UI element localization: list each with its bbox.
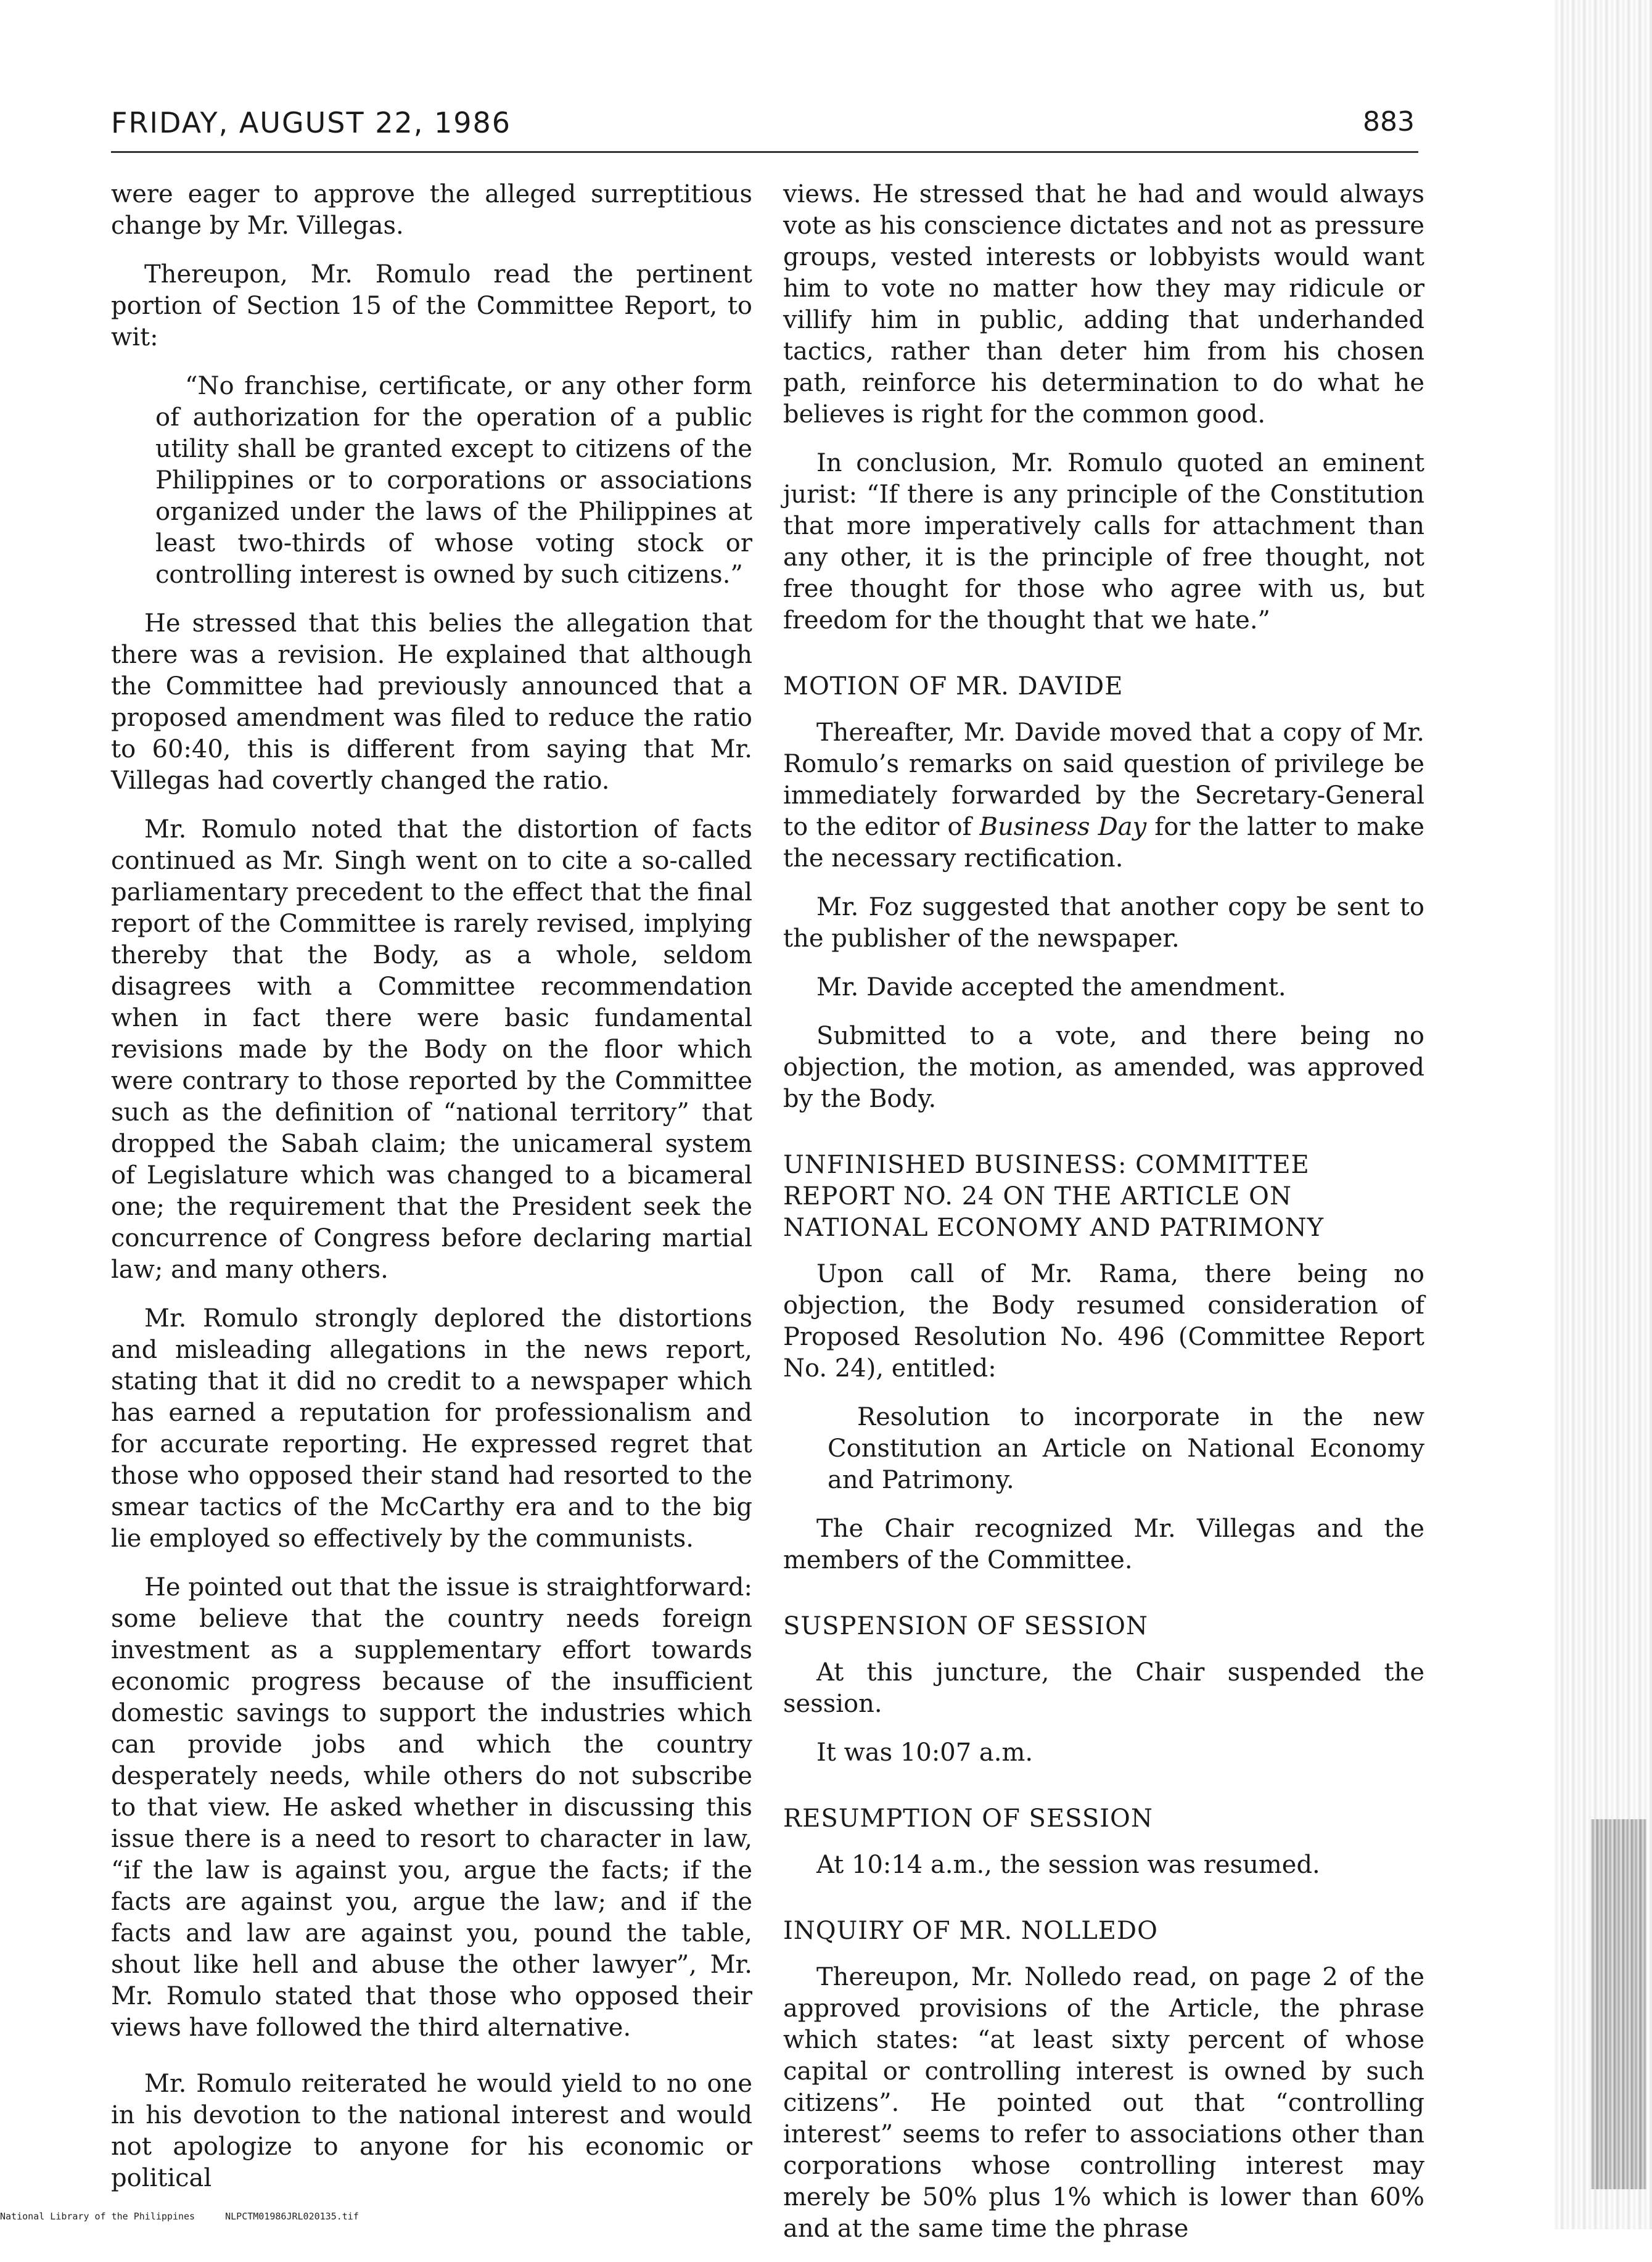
section-heading: INQUIRY OF MR. NOLLEDO (783, 1917, 1158, 1945)
paragraph-text: for the latter to make the necessary rectification. (783, 813, 1425, 873)
block-quote: “No franchise, certificate, or any other form of authorization for the operation of a public utility shall be granted except to citizens of the Philippines or to corporations or associations organized under the laws of the Philippines at least two-thirds of whose voting stock or controlling interest is owned by such citizens.” (155, 372, 752, 589)
paragraph (783, 717, 1424, 874)
paragraph: Mr. Romulo reiterated he would yield to no one in his devotion to the national interest and would not apologize to anyone for his economic or political (111, 2070, 752, 2192)
footer-filename: NLPCTM01986JRL020135.tif (225, 2211, 359, 2222)
paragraph: Mr. Romulo noted that the distortion of facts continued as Mr. Singh went on to cite a so-called parliamentary precedent to the effect that the final report of the Committee is rarely revised, implying thereby that the Body, as a whole, seldom disagrees with a Committee recommendation when in fact there were basic fundamental revisions made by the Body on the floor which were contrary to those reported by the Committee such as the definition of “national territory” that dropped the Sabah claim; the unicameral system of Legislature which was changed to a bicameral one; the requirement that the President seek the concurrence of Congress before declaring martial law; and many others. (111, 815, 752, 1284)
section-heading: MOTION OF MR. DAVIDE (783, 672, 1124, 701)
page-date: FRIDAY, AUGUST 22, 1986 (111, 106, 512, 139)
header-divider (111, 151, 1418, 153)
section-heading: SUSPENSION OF SESSION (783, 1612, 1148, 1640)
paragraph-text: Thereafter, Mr. Davide moved that a copy of Mr. Romulo’s remarks on said question of privilege be immediately forwarded by the Secretary-General to the editor of (783, 718, 1424, 841)
paragraph: Thereupon, Mr. Nolledo read, on page 2 of the approved provisions of the Article, the phrase which states: “at least sixty percent of whose capital or controlling interest is owned by such citizens”. He pointed out that “controlling interest” seems to refer to associations other than corporations whose controlling interest may merely be 50% plus 1% which is lower than 60% and at the same time the phrase (783, 1963, 1424, 2243)
newspaper-title: Business Day (979, 813, 1147, 841)
right-column (783, 179, 1424, 2262)
scan-edge-shadow (1591, 1819, 1646, 2189)
paragraph: Upon call of Mr. Rama, there being no objection, the Body resumed consideration of Proposed Resolution No. 496 (Committee Report No. 24), entitled: (783, 1260, 1424, 1383)
left-column (111, 179, 752, 2211)
paragraph: At this juncture, the Chair suspended the session. (783, 1658, 1424, 1718)
paragraph: were eager to approve the alleged surreptitious change by Mr. Villegas. (111, 180, 752, 240)
paragraph: In conclusion, Mr. Romulo quoted an eminent jurist: “If there is any principle of the Constitution that more imperatively calls for attachment than any other, it is the principle of free thought, not free thought for those who agree with us, but freedom for the thought that we hate.” (783, 449, 1424, 635)
paragraph: He pointed out that the issue is straightforward: some believe that the country needs foreign investment as a supplementary effort towards economic progress because of the insufficient domestic savings to support the industries which can provide jobs and which the country desperately needs, while others do not subscribe to that view. He asked whether in discussing this issue there is a need to resort to character in law, “if the law is against you, argue the facts; if the facts are against you, argue the law; and if the facts and law are against you, pound the table, shout like hell and abuse the other lawyer”, Mr. Mr. Romulo stated that those who opposed their views have followed the third alternative. (111, 1573, 752, 2042)
paragraph: Mr. Romulo strongly deplored the distortions and misleading allegations in the news report, stating that it did no credit to a newspaper which has earned a reputation for professionalism and for accurate reporting. He expressed regret that those who opposed their stand had resorted to the smear tactics of the McCarthy era and to the big lie employed so effectively by the communists. (111, 1304, 752, 1553)
section-heading: RESUMPTION OF SESSION (783, 1804, 1153, 1833)
paragraph: Submitted to a vote, and there being no objection, the motion, as amended, was approved by the Body. (783, 1022, 1424, 1113)
footer-library: National Library of the Philippines (0, 2211, 195, 2222)
paragraph: He stressed that this belies the allegation that there was a revision. He explained that although the Committee had previously announced that a proposed amendment was filed to reduce the ratio to 60:40, this is different from saying that Mr. Villegas had covertly changed the ratio. (111, 609, 752, 795)
section-heading: UNFINISHED BUSINESS: COMMITTEE REPORT NO. 24 ON THE ARTICLE ON NATIONAL ECONOMY AND PATRIMONY (783, 1151, 1324, 1242)
page-number: 883 (1363, 106, 1415, 138)
paragraph: It was 10:07 a.m. (816, 1738, 1034, 1767)
block-quote: Resolution to incorporate in the new Constitution an Article on National Economy and Patrimony. (828, 1403, 1424, 1494)
scan-footer (0, 2211, 384, 2222)
paragraph: views. He stressed that he had and would always vote as his conscience dictates and not as pressure groups, vested interests or lobbyists would want him to vote no matter how they may ridicule or villify him in public, adding that underhanded tactics, rather than deter him from his chosen path, reinforce his determination to do what he believes is right for the common good. (783, 180, 1424, 429)
paragraph: Mr. Foz suggested that another copy be sent to the publisher of the newspaper. (783, 893, 1424, 953)
paragraph: At 10:14 a.m., the session was resumed. (816, 1851, 1320, 1879)
paragraph: Thereupon, Mr. Romulo read the pertinent portion of Section 15 of the Committee Report, to wit: (111, 260, 752, 352)
paragraph: Mr. Davide accepted the amendment. (816, 973, 1286, 1001)
paragraph: The Chair recognized Mr. Villegas and the members of the Committee. (783, 1515, 1424, 1574)
